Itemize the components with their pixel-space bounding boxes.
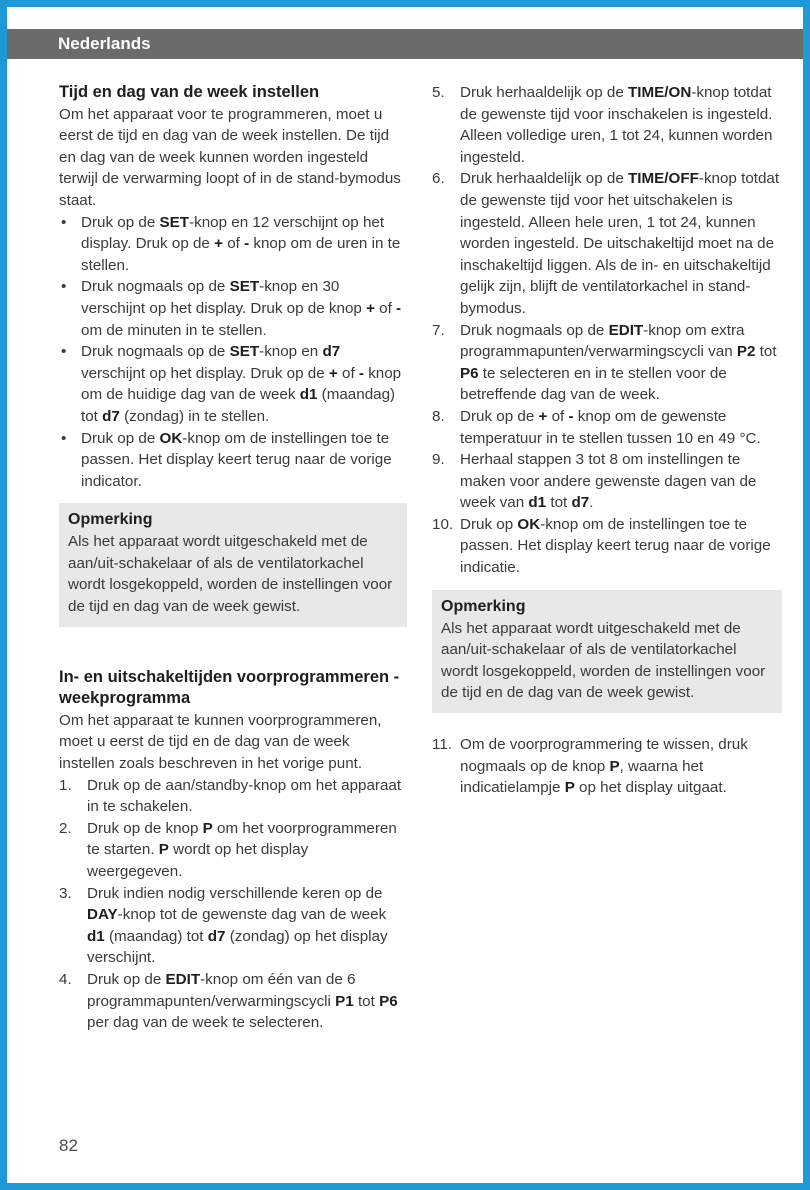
- step-number: 6.: [432, 170, 445, 188]
- emphasis-term: TIME/OFF: [628, 170, 699, 188]
- section-intro-preprogram: Om het apparaat te kunnen voorprogrammeren, moet u eerst de tijd en de dag van de week instellen zoals beschreven in het vorige punt.: [59, 711, 382, 773]
- step-text: Druk op de + of - knop om de gewenste temperatuur in te stellen tussen 10 en 49 °C.: [460, 407, 761, 447]
- note-text: Als het apparaat wordt uitgeschakeld met de aan/uit-schakelaar of als de ventilatorkachel wordt losgekoppeld, worden de instellingen voor de tijd en de dag van de week gewist.: [441, 619, 766, 702]
- emphasis-term: d1: [299, 386, 318, 404]
- step-text: Om de voorprogrammering te wissen, druk nogmaals op de knop P, waarna het indicatielampje P op het display uitgaat.: [460, 736, 748, 797]
- emphasis-term: d1: [528, 494, 547, 512]
- step-number: 7.: [432, 321, 445, 339]
- emphasis-term: EDIT: [608, 321, 644, 339]
- step-number: 3.: [59, 884, 72, 902]
- note-title: Opmerking: [441, 597, 526, 615]
- step-text: Druk nogmaals op de EDIT-knop om extra programmapunten/verwarmingscycli van P2 tot P6 te selecteren en in te stellen voor de betreffende dag van de week.: [460, 321, 777, 404]
- language-label: Nederlands: [58, 34, 151, 53]
- emphasis-term: -: [396, 299, 402, 317]
- step-number: 4.: [59, 970, 72, 988]
- step-item: [59, 818, 407, 883]
- step-item: [432, 734, 782, 799]
- step-item: [59, 775, 407, 818]
- emphasis-term: +: [328, 364, 338, 382]
- step-text: Druk op OK-knop om de instellingen toe te passen. Het display keert terug naar de vorige indicatie.: [460, 515, 771, 577]
- preprogram-steps-right: [432, 82, 782, 579]
- emphasis-term: +: [366, 299, 375, 317]
- preprogram-steps-left: [59, 775, 407, 1034]
- emphasis-term: +: [214, 235, 223, 253]
- emphasis-term: P: [158, 841, 169, 859]
- emphasis-term: d7: [322, 343, 341, 361]
- step-number: 2.: [59, 819, 72, 837]
- bullet-item: • Druk nogmaals op de SET-knop en d7 verschijnt op het display. Druk op de + of - knop om de huidige dag van de week d1 (maandag) tot d7 (zondag) in te stellen.: [59, 341, 407, 427]
- step-text: Druk op de EDIT-knop om één van de 6 programmapunten/verwarmingscycli P1 tot P6 per dag van de week te selecteren.: [87, 970, 398, 1032]
- emphasis-term: +: [538, 407, 548, 425]
- language-header: [7, 29, 803, 59]
- step-number: 9.: [432, 451, 445, 469]
- left-column: [59, 82, 407, 1034]
- step-text: Druk herhaaldelijk op de TIME/ON-knop totdat de gewenste tijd voor inschakelen is ingesteld. Alleen volledige uren, 1 tot 24, kunnen worden ingesteld.: [460, 84, 773, 166]
- emphasis-term: SET: [229, 278, 260, 296]
- emphasis-term: P: [609, 757, 620, 775]
- note-title: Opmerking: [68, 511, 153, 529]
- emphasis-term: d7: [102, 407, 120, 425]
- step-text: Druk indien nodig verschillende keren op de DAY-knop tot de gewenste dag van de week d1 (maandag) tot d7 (zondag) op het display verschijnt.: [87, 884, 388, 967]
- emphasis-term: TIME/ON: [628, 84, 692, 101]
- emphasis-term: EDIT: [165, 970, 201, 988]
- section-title-preprogram: In- en uitschakeltijden voorprogrammeren - weekprogramma: [59, 667, 400, 708]
- bullet-item: • Druk op de OK-knop om de instellingen toe te passen. Het display keert terug naar de vorige indicator.: [59, 428, 407, 493]
- emphasis-term: P2: [736, 343, 756, 361]
- step-number: 5.: [432, 84, 445, 101]
- emphasis-term: P6: [379, 992, 398, 1010]
- step-number: 11.: [432, 736, 452, 754]
- preprogram-step-11: [432, 734, 782, 799]
- step-item: [432, 82, 782, 168]
- note-text: Als het apparaat wordt uitgeschakeld met de aan/uit-schakelaar of als de ventilatorkachel wordt losgekoppeld, worden de instellingen voor de tijd en dag van de week gewist.: [68, 533, 393, 616]
- emphasis-term: OK: [159, 429, 183, 447]
- step-item: [432, 320, 782, 406]
- bullet-item: • Druk nogmaals op de SET-knop en 30 verschijnt op het display. Druk op de knop + of - om de minuten in te stellen.: [59, 276, 407, 341]
- step-item: [432, 514, 782, 579]
- emphasis-term: P: [202, 819, 213, 837]
- step-item: [432, 168, 782, 319]
- emphasis-term: DAY: [87, 906, 118, 924]
- emphasis-term: P1: [335, 992, 354, 1010]
- step-number: 10.: [432, 515, 454, 533]
- step-item: [432, 406, 782, 449]
- section-title-time-day: Tijd en dag van de week instellen: [59, 83, 320, 101]
- page-number: 82: [59, 1136, 78, 1155]
- step-number: 8.: [432, 407, 445, 425]
- time-day-bullets: [59, 212, 407, 493]
- step-text: Druk op de knop P om het voorprogrammeren te starten. P wordt op het display weergegeven.: [87, 819, 397, 880]
- step-item: [59, 883, 407, 969]
- emphasis-term: -: [358, 364, 364, 382]
- step-text: Druk herhaaldelijk op de TIME/OFF-knop totdat de gewenste tijd voor het uitschakelen is ingesteld. Alleen hele uren, 1 tot 24, kunnen worden ingesteld. De uitschakeltijd moet na de inschakeltijd liggen. Als de in- en uitschakeltijd gelijk zijn, blijft de ventilatorkachel in stand-bymodus.: [460, 170, 780, 317]
- emphasis-term: d7: [207, 927, 226, 945]
- emphasis-term: OK: [517, 515, 541, 533]
- emphasis-term: d7: [571, 494, 590, 512]
- bullet-item: • Druk op de SET-knop en 12 verschijnt op het display. Druk op de + of - knop om de uren in te stellen.: [59, 212, 407, 277]
- note-box-time-day: [59, 503, 407, 626]
- right-column: [432, 82, 782, 799]
- emphasis-term: P6: [460, 364, 479, 382]
- step-item: [432, 449, 782, 514]
- step-item: [59, 969, 407, 1034]
- step-text: Herhaal stappen 3 tot 8 om instellingen te maken voor andere gewenste dagen van de week van d1 tot d7.: [460, 451, 757, 512]
- emphasis-term: SET: [229, 343, 260, 361]
- emphasis-term: P: [564, 779, 575, 797]
- section-intro-time-day: Om het apparaat voor te programmeren, moet u eerst de tijd en dag van de week instellen. De tijd en dag van de week kunnen worden ingesteld terwijl de verwarming loopt of in de stand-bymodus staat.: [59, 105, 401, 209]
- note-box-preprogram: [432, 590, 782, 713]
- emphasis-term: -: [568, 407, 574, 425]
- emphasis-term: -: [244, 235, 250, 253]
- step-number: 1.: [59, 776, 72, 794]
- emphasis-term: d1: [87, 927, 105, 945]
- emphasis-term: SET: [159, 213, 190, 231]
- step-text: Druk op de aan/standby-knop om het apparaat in te schakelen.: [87, 776, 402, 816]
